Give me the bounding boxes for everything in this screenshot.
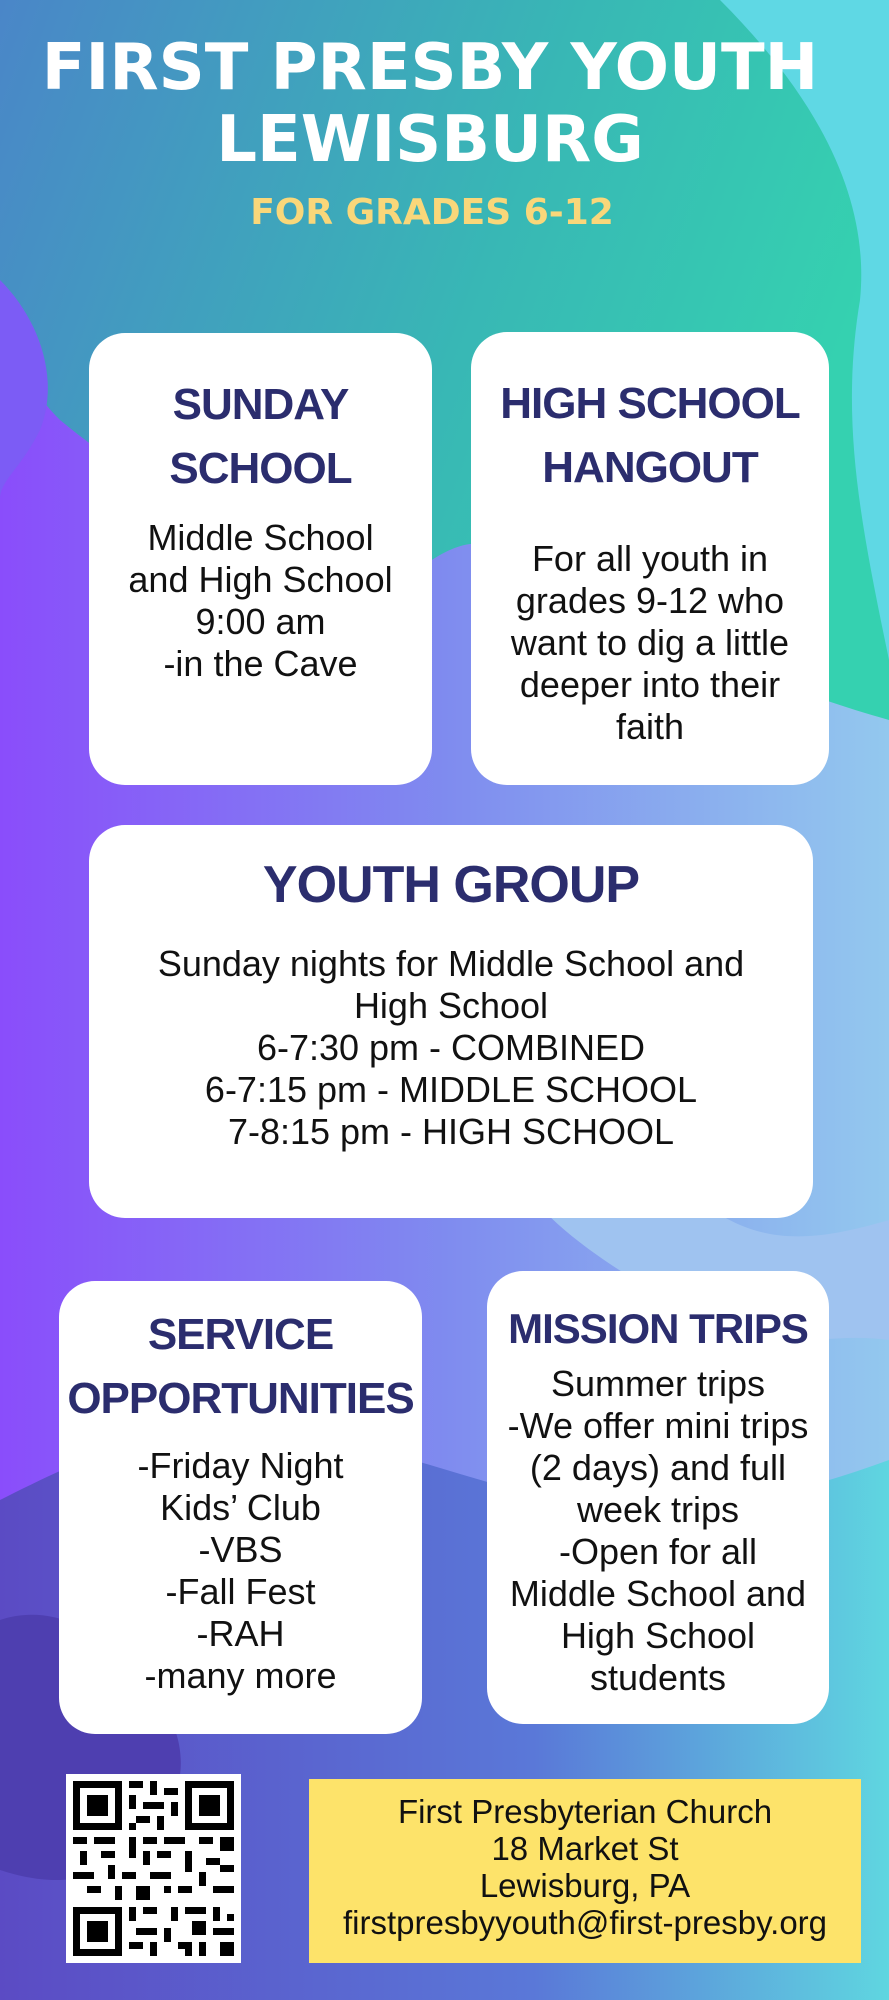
sunday-school-title-line-1: SUNDAY — [172, 380, 349, 429]
contact-email[interactable]: firstpresbyyouth@first-presby.org — [342, 1904, 828, 1941]
sunday-school-body: Middle School and High School 9:00 am -in the Cave — [128, 517, 393, 684]
title-line-1: FIRST PRESBY YOUTH — [41, 31, 819, 105]
street-address: 18 Market St — [491, 1830, 679, 1867]
service-title-line-2: OPPORTUNITIES — [67, 1374, 414, 1423]
youth-group-body: Sunday nights for Middle School and High School 6-7:30 pm - COMBINED 6-7:15 pm - MIDDLE SCHOOL 7-8:15 pm - HIGH SCHOOL — [157, 943, 745, 1152]
city-state: Lewisburg, PA — [479, 1867, 691, 1904]
contact-box — [309, 1779, 861, 1963]
page-title — [0, 32, 860, 176]
qr-code-icon — [66, 1774, 241, 1963]
sunday-school-title — [89, 373, 432, 501]
hangout-title-line-2: HANGOUT — [542, 443, 758, 492]
high-school-hangout-card — [471, 332, 829, 785]
service-body: -Friday Night Kids’ Club -VBS -Fall Fest -RAH -many more — [137, 1445, 344, 1696]
youth-group-card — [89, 825, 813, 1218]
mission-trips-card — [487, 1271, 829, 1724]
sunday-school-card — [89, 333, 432, 785]
hangout-title-line-1: HIGH SCHOOL — [500, 379, 800, 428]
qr-code[interactable] — [66, 1774, 241, 1963]
subtitle: FOR GRADES 6-12 — [250, 192, 614, 233]
service-title — [59, 1303, 422, 1431]
youth-group-title: YOUTH GROUP — [262, 856, 640, 914]
hangout-title — [471, 372, 829, 500]
title-line-2: LEWISBURG — [216, 103, 644, 177]
sunday-school-title-line-2: SCHOOL — [169, 444, 352, 493]
mission-trips-body: Summer trips -We offer mini trips (2 days) and full week trips -Open for all Middle School and High School students — [507, 1363, 809, 1698]
mission-trips-title: MISSION TRIPS — [508, 1305, 808, 1352]
service-opportunities-card — [59, 1281, 422, 1734]
church-name: First Presbyterian Church — [397, 1793, 773, 1830]
hangout-body: For all youth in grades 9-12 who want to dig a little deeper into their faith — [510, 538, 790, 747]
service-title-line-1: SERVICE — [147, 1310, 334, 1359]
